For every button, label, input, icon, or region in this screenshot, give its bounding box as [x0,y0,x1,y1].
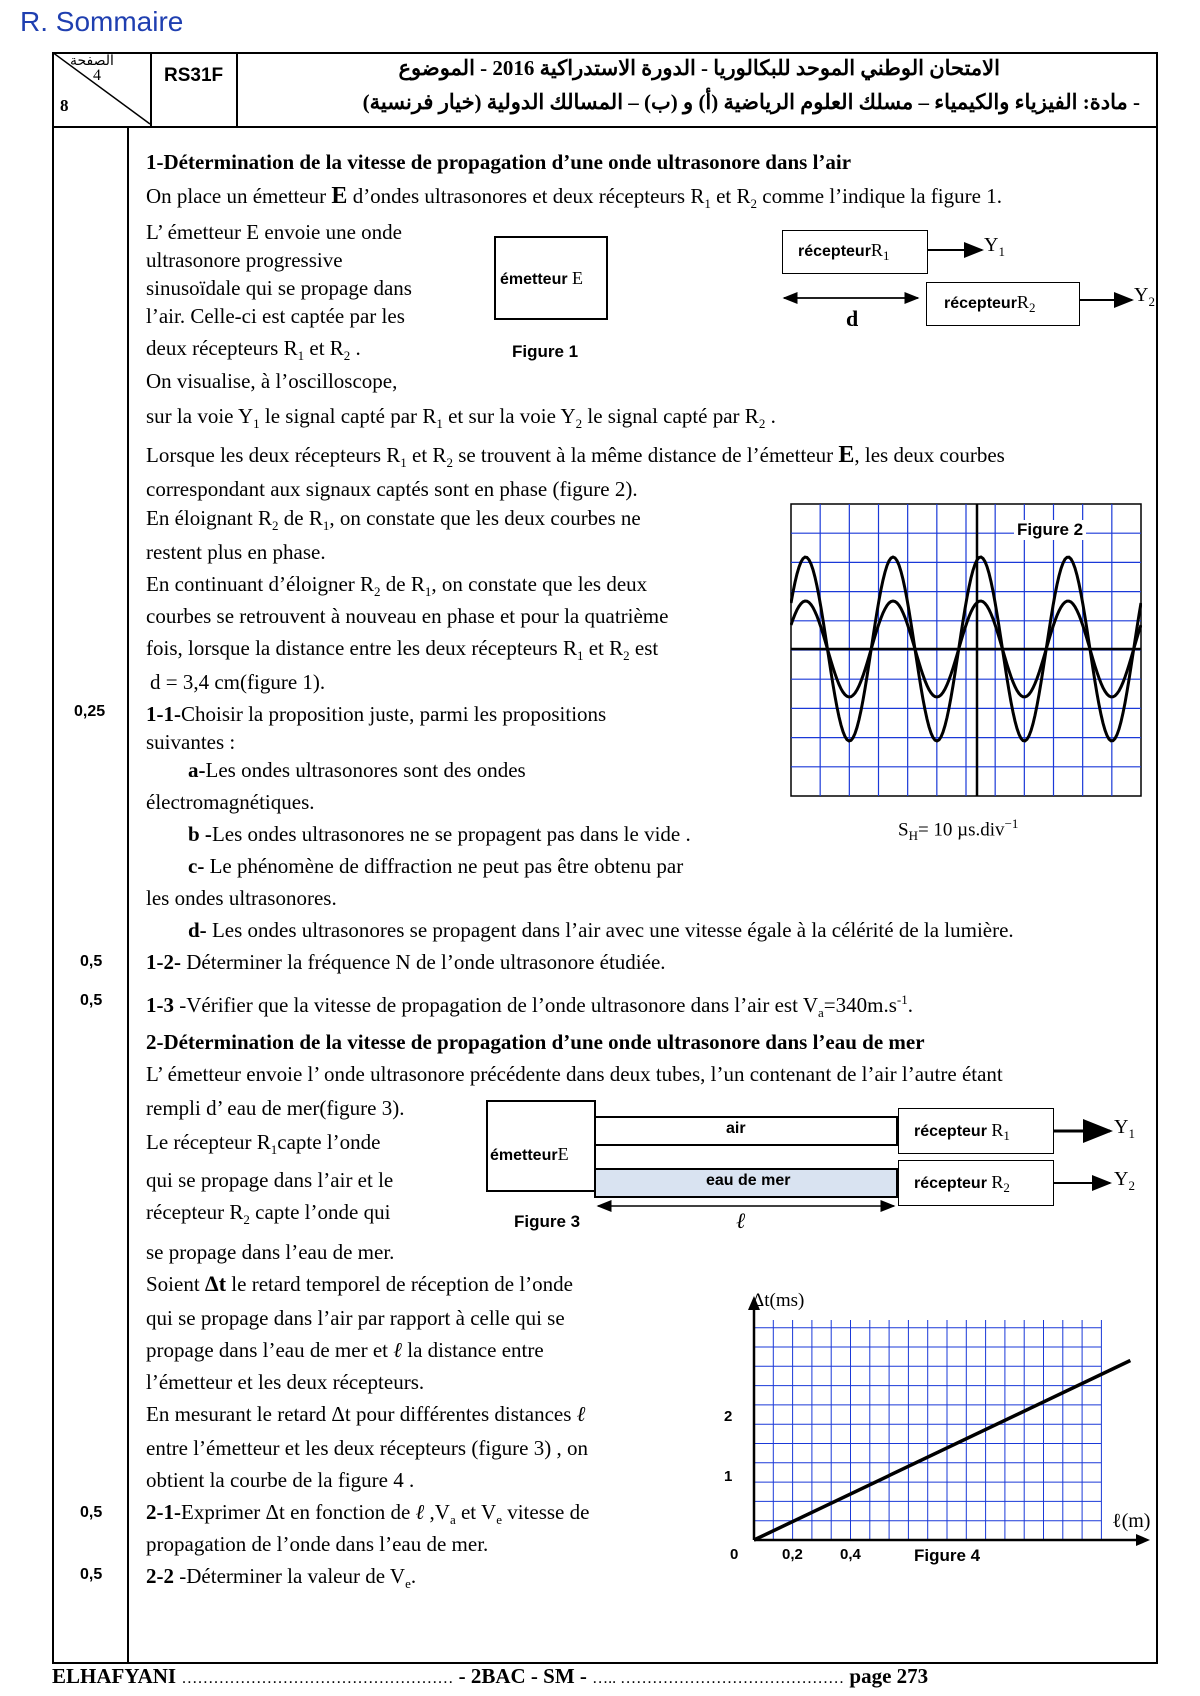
mesure-line2: entre l’émetteur et les deux récepteurs (figure 3) , on [146,1436,588,1460]
col-line-6: On visualise, à l’oscilloscope, [146,369,398,393]
fig4-ylabel: Δt(ms) [752,1290,805,1311]
fig2-sensitivity: $S_H= 10$ µs.div$^{-1}$ [898,816,1019,844]
option-c-line2: les ondes ultrasonores. [146,886,337,910]
col-line-4: l’air. Celle-ci est captée par les [146,304,405,328]
fig4-xtick-2: 0,4 [840,1546,861,1563]
col-line-3: sinusoïdale qui se propage dans [146,276,412,300]
fig4-ytick-1: 1 [724,1468,733,1485]
q1-1: 1-1-Choisir la proposition juste, parmi les propositions [146,702,607,726]
fig4-caption: Figure 4 [914,1546,981,1565]
far-line: En éloignant $R_2$ de $R_1$, on constate que les deux courbes ne [146,506,641,534]
voie-line: sur la voie $Y_1$ le signal capté par $R_1$ et sur la voie $Y_2$ le signal capté par $R_2$ . [146,404,776,432]
q1-3: 1-3 -Vérifier que la vitesse de propagation de l’onde ultrasonore dans l’air est $V_a=340m.s^{-1}$. [146,992,913,1021]
air-tube [594,1116,898,1146]
emitter-label-fig1: émetteur E [500,268,584,288]
fig2-oscilloscope [790,503,1142,797]
page-label: الصفحة [70,54,114,69]
part2-line2: rempli d’ eau de mer(figure 3). [146,1096,405,1120]
fig3-caption: Figure 3 [514,1212,581,1231]
page-number: 4 [93,67,101,84]
soient-line: Soient Δt le retard temporel de réception de l’onde [146,1271,573,1296]
receiver-r2-label-fig3: récepteur $R_2$ [914,1172,1010,1196]
page-total: 8 [60,96,69,115]
option-a-line2: électromagnétiques. [146,790,315,814]
footer-level: - 2BAC - SM - [458,1664,587,1688]
footer-page: page 273 [849,1664,929,1688]
fig3-length-l: ℓ [736,1208,746,1233]
col-line-2: ultrasonore progressive [146,248,343,272]
fig4-x-arrow [1136,1534,1150,1546]
arabic-header-line1: الامتحان الوطني الموحد للبكالوريا - الدورة الاستدراكية 2016 - الموضوع [398,56,1000,80]
footer [52,1664,928,1689]
part2-line1: L’ émetteur envoie l’ onde ultrasonore précédente dans deux tubes, l’un contenant de l’air l’autre étant [146,1062,1003,1086]
fig3-y1: $Y_1$ [1114,1116,1135,1141]
fig3-y2: $Y_2$ [1114,1168,1135,1193]
air-label: air [726,1120,746,1137]
part2-heading: 2-Détermination de la vitesse de propagation d’une onde ultrasonore dans l’eau de mer [146,1030,925,1054]
mark-2-1: 0,5 [80,1504,103,1521]
q2-1: 2-1-Exprimer Δt en fonction de ℓ $,V_a$ et $V_e$ vitesse de [146,1500,590,1528]
distance-value: d = 3,4 cm(figure 1). [150,670,326,694]
continue-line2: courbes se retrouvent à nouveau en phase et pour la quatrième [146,604,669,628]
fig1-y2: $Y_2$ [1134,284,1155,309]
continue-line: En continuant d’éloigner $R_2$ de $R_1$, on constate que les deux [146,572,648,600]
continue-line3: fois, lorsque la distance entre les deux récepteurs $R_1$ et $R_2$ est [146,636,659,664]
fig1-y1: $Y_1$ [984,234,1005,259]
fig4-xlabel: ℓ(m) [1112,1510,1151,1532]
fig4-data-line [754,1361,1130,1540]
q2-2: 2-2 -Déterminer la valeur de $V_e$. [146,1564,417,1592]
fig4-ytick-2: 2 [724,1408,733,1425]
soient-line4: l’émetteur et les deux récepteurs. [146,1370,425,1394]
option-b: b -Les ondes ultrasonores ne se propagent pas dans le vide . [188,822,691,846]
receiver-r2-label: récepteurR$_2$ [944,292,1036,316]
fig4-origin: 0 [730,1546,739,1563]
fig1-arrows [0,0,1200,400]
mark-1-3: 0,5 [80,992,103,1009]
fig4-xtick-1: 0,2 [782,1546,803,1563]
document-title: R. Sommaire [20,6,184,37]
fig4-chart [724,1290,1154,1590]
part1-intro: On place un émetteur E d’ondes ultrasonores et deux récepteurs $R_1$ et $R_2$ comme l’indique la figure 1. [146,183,1002,212]
far-line2: restent plus en phase. [146,540,326,564]
col-line-5: deux récepteurs $R_1$ et $R_2$ . [146,336,361,364]
receiver-r1-label-fig3: récepteur $R_1$ [914,1120,1010,1144]
same-distance-line: Lorsque les deux récepteurs $R_1$ et $R_2$ se trouvent à la même distance de l’émetteur E, les deux courbes [146,442,1005,471]
part2-line4: qui se propage dans l’air et le [146,1168,394,1192]
footer-dots-1: …………………………………………… [181,1670,454,1687]
receiver-r1-label: récepteurR$_1$ [798,240,890,264]
part2-line6: se propage dans l’eau de mer. [146,1240,395,1264]
part1-heading: 1-Détermination de la vitesse de propagation d’une onde ultrasonore dans l’air [146,150,852,174]
option-d: d- Les ondes ultrasonores se propagent dans l’air avec une vitesse égale à la célérité de la lumière. [188,918,1014,942]
mesure-line3: obtient la courbe de la figure 4 . [146,1468,415,1492]
col-line-1: L’ émetteur E envoie une onde [146,220,402,244]
q1-2: 1-2- Déterminer la fréquence N de l’onde ultrasonore étudiée. [146,950,666,974]
emitter-label-fig3: émetteurE [490,1144,569,1164]
q1-1-line2: suivantes : [146,730,236,754]
q2-1-line2: propagation de l’onde dans l’eau de mer. [146,1532,489,1556]
mark-1-1: 0,25 [74,703,106,720]
part2-line3: Le récepteur $R_1capte$ l’onde [146,1130,381,1158]
option-a: a-Les ondes ultrasonores sont des ondes [188,758,526,782]
footer-dots-2: ….. …………………………………… [592,1670,845,1687]
mesure-line: En mesurant le retard Δt pour différentes distances ℓ [146,1402,586,1426]
same-distance-line2: correspondant aux signaux captés sont en phase (figure 2). [146,477,638,501]
option-c: c- Le phénomène de diffraction ne peut pas être obtenu par [188,854,684,878]
fig2-caption: Figure 2 [1014,520,1086,540]
fig1-distance-d: d [846,306,859,331]
mark-2-2: 0,5 [80,1566,103,1583]
sea-label: eau de mer [706,1172,791,1189]
mark-1-2: 0,5 [80,953,103,970]
fig1-caption: Figure 1 [512,342,579,361]
soient-line3: propage dans l’eau de mer et ℓ la distance entre [146,1338,544,1362]
part2-line5: récepteur $R_2$ capte l’onde qui [146,1200,391,1228]
arabic-header-line2: - مادة: الفيزياء والكيمياء – مسلك العلوم الرياضية (أ) و (ب) – المسالك الدولية (خيار فرنسية) [362,90,1140,114]
footer-author: ELHAFYANI [52,1664,177,1688]
soient-line2: qui se propage dans l’air par rapport à celle qui se [146,1306,565,1330]
subject-code: RS31F [164,65,224,86]
